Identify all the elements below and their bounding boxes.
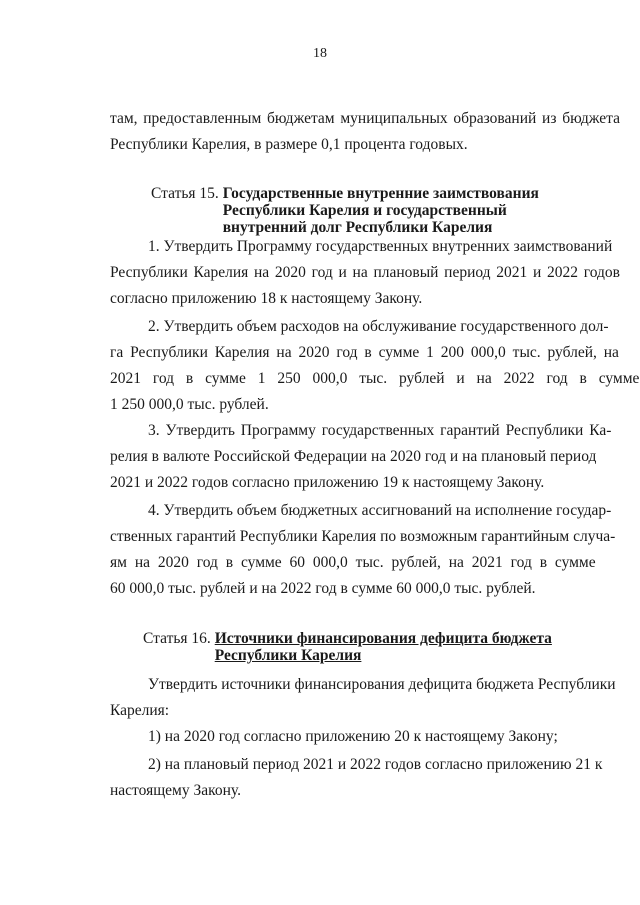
a16-p2-line-1: 2) на плановый период 2021 и 2022 годов согласно приложению 21 к (148, 756, 603, 773)
intro-line-1: там, предоставленным бюджетам муниципальных образований из бюджета (110, 110, 620, 127)
article-16-label: Статья 16. (143, 630, 211, 647)
article-16-item-2 (110, 752, 620, 804)
a15-p3-line-2: релия в валюте Российской Федерации на 2020 год и на плановый период (110, 448, 597, 465)
article-15-item-4 (110, 498, 620, 602)
article-15-title-line-3: внутренний долг Республики Карелия (222, 219, 493, 236)
article-15-title-line-1: Государственные внутренние заимствования (222, 185, 539, 202)
a15-p1-line-3: согласно приложению 18 к настоящему Закону. (110, 290, 423, 307)
a16-p2-line-2: настоящему Закону. (110, 782, 241, 799)
a16-p0-line-1: Утвердить источники финансирования дефицита бюджета Республики (148, 676, 616, 693)
article-15-item-1 (110, 234, 620, 312)
a15-p2-line-1: 2. Утвердить объем расходов на обслуживание государственного дол- (148, 318, 609, 335)
a15-p2-line-4: 1 250 000,0 тыс. рублей. (110, 396, 269, 413)
article-16-heading (143, 630, 552, 664)
intro-line-2: Республики Карелия, в размере 0,1 процента годовых. (110, 136, 468, 153)
a15-p1-line-1: 1. Утвердить Программу государственных внутренних заимствований (148, 238, 613, 255)
a15-p4-line-4: 60 000,0 тыс. рублей и на 2022 год в сумме 60 000,0 тыс. рублей. (110, 580, 536, 597)
a15-p4-line-2: ственных гарантий Республики Карелия по возможным гарантийным случа- (110, 528, 616, 545)
a15-p2-line-3: 2021 год в сумме 1 250 000,0 тыс. рублей и на 2022 год в сумме (110, 370, 640, 387)
article-16-item-1 (110, 724, 620, 750)
a16-p1-line-1: 1) на 2020 год согласно приложению 20 к настоящему Закону; (148, 728, 558, 745)
article-15-item-3 (110, 418, 620, 496)
a15-p3-line-1: 3. Утвердить Программу государственных гарантий Республики Ка- (148, 422, 612, 439)
a15-p3-line-3: 2021 и 2022 годов согласно приложению 19 к настоящему Закону. (110, 474, 545, 491)
article-15-heading (151, 185, 539, 236)
a15-p4-line-3: ям на 2020 год в сумме 60 000,0 тыс. рублей, на 2021 год в сумме (110, 554, 596, 571)
article-16-title-line-1: Источники финансирования дефицита бюджета (214, 630, 552, 647)
article-15-title (223, 185, 539, 236)
article-16-intro (110, 672, 620, 724)
intro-paragraph (110, 106, 620, 158)
a15-p1-line-2: Республики Карелия на 2020 год и на плановый период 2021 и 2022 годов (110, 264, 620, 281)
article-15-title-line-2: Республики Карелия и государственный (222, 202, 507, 219)
a15-p2-line-2: га Республики Карелия на 2020 год в сумме 1 200 000,0 тыс. рублей, на (110, 344, 619, 361)
article-16-title (215, 630, 552, 664)
article-15-item-2 (110, 314, 640, 418)
article-16-title-line-2: Республики Карелия (214, 647, 362, 664)
page-number: 18 (313, 46, 327, 61)
article-15-label: Статья 15. (151, 185, 219, 202)
a15-p4-line-1: 4. Утвердить объем бюджетных ассигнований на исполнение государ- (148, 502, 612, 519)
a16-p0-line-2: Карелия: (110, 702, 170, 719)
